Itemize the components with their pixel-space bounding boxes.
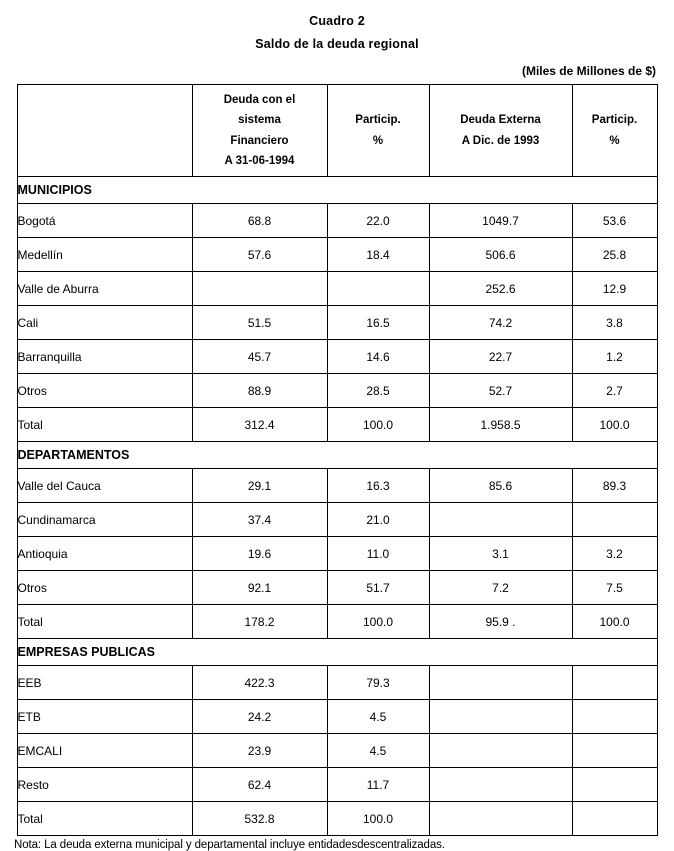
cell-participacion-1: 11.7: [327, 768, 429, 802]
header-deuda-externa: [429, 85, 572, 177]
table-note: Nota: La deuda externa municipal y departamental incluye entidadesdescentralizadas.: [14, 839, 445, 851]
header-line-4: A 31-06-1994: [224, 154, 295, 167]
cell-participacion-2: [572, 768, 657, 802]
cell-participacion-2: [572, 700, 657, 734]
cell-deuda-sistema-financiero: 178.2: [192, 605, 327, 639]
cell-participacion-1: 28.5: [327, 374, 429, 408]
table-row: [17, 503, 657, 537]
cell-deuda-externa: 22.7: [429, 340, 572, 374]
table-section-label: DEPARTAMENTOS: [17, 442, 657, 469]
table-row: [17, 605, 657, 639]
cell-deuda-sistema-financiero: 68.8: [192, 204, 327, 238]
table-row: [17, 408, 657, 442]
cell-participacion-1: 4.5: [327, 734, 429, 768]
cell-label: Cali: [17, 306, 192, 340]
cell-label: Cundinamarca: [17, 503, 192, 537]
cell-label: Resto: [17, 768, 192, 802]
table-row: [17, 469, 657, 503]
cell-label: Medellín: [17, 238, 192, 272]
cell-participacion-1: 11.0: [327, 537, 429, 571]
cell-deuda-externa: 3.1: [429, 537, 572, 571]
cell-participacion-1: 18.4: [327, 238, 429, 272]
cell-participacion-2: 7.5: [572, 571, 657, 605]
header-participacion-1: [327, 85, 429, 177]
cell-deuda-sistema-financiero: 29.1: [192, 469, 327, 503]
table-section-label: MUNICIPIOS: [17, 177, 657, 204]
cell-participacion-2: 100.0: [572, 605, 657, 639]
cell-participacion-2: 3.2: [572, 537, 657, 571]
header-deuda-sistema-financiero: [192, 85, 327, 177]
table-header-row: [17, 85, 657, 177]
table-row: [17, 238, 657, 272]
cell-participacion-2: 89.3: [572, 469, 657, 503]
cell-label: Total: [17, 605, 192, 639]
table-row: [17, 571, 657, 605]
header-line-1: Deuda con el: [223, 94, 296, 107]
cell-deuda-externa: 95.9 .: [429, 605, 572, 639]
cell-deuda-sistema-financiero: 62.4: [192, 768, 327, 802]
cell-deuda-externa: [429, 503, 572, 537]
cell-deuda-sistema-financiero: 37.4: [192, 503, 327, 537]
table-row: [17, 734, 657, 768]
cell-deuda-sistema-financiero: 24.2: [192, 700, 327, 734]
debt-table: [17, 84, 658, 836]
cell-deuda-sistema-financiero: 45.7: [192, 340, 327, 374]
cell-deuda-sistema-financiero: 57.6: [192, 238, 327, 272]
table-section-row: [17, 442, 657, 469]
cell-label: Otros: [17, 374, 192, 408]
table-section-row: [17, 639, 657, 666]
cell-deuda-externa: 1049.7: [429, 204, 572, 238]
table-row: [17, 272, 657, 306]
cell-deuda-externa: [429, 700, 572, 734]
table-row: [17, 340, 657, 374]
cell-participacion-2: 25.8: [572, 238, 657, 272]
cell-participacion-2: 3.8: [572, 306, 657, 340]
cell-deuda-sistema-financiero: 422.3: [192, 666, 327, 700]
cell-participacion-1: 16.3: [327, 469, 429, 503]
units-label: (Miles de Millones de $): [521, 64, 656, 78]
header-line-1: Particip.: [591, 114, 638, 127]
table-row: [17, 768, 657, 802]
cell-participacion-2: 2.7: [572, 374, 657, 408]
table-body: [17, 177, 657, 836]
cell-participacion-1: 100.0: [327, 605, 429, 639]
cell-deuda-externa: 85.6: [429, 469, 572, 503]
header-line-2: sistema: [238, 114, 281, 127]
table-row: [17, 802, 657, 836]
header-line-2: %: [372, 134, 384, 147]
cell-deuda-externa: 52.7: [429, 374, 572, 408]
cell-participacion-2: 100.0: [572, 408, 657, 442]
cell-participacion-1: 21.0: [327, 503, 429, 537]
cell-participacion-1: 16.5: [327, 306, 429, 340]
cell-deuda-externa: [429, 666, 572, 700]
cell-participacion-2: [572, 734, 657, 768]
page-title: Cuadro 2: [309, 14, 365, 28]
cell-label: Valle de Aburra: [17, 272, 192, 306]
cell-participacion-1: 100.0: [327, 408, 429, 442]
cell-participacion-1: 79.3: [327, 666, 429, 700]
header-line-1: Deuda Externa: [460, 114, 541, 127]
cell-deuda-sistema-financiero: 532.8: [192, 802, 327, 836]
title-block: [0, 0, 674, 51]
header-participacion-2: [572, 85, 657, 177]
cell-label: Bogotá: [17, 204, 192, 238]
cell-participacion-1: 14.6: [327, 340, 429, 374]
table-row: [17, 666, 657, 700]
cell-participacion-1: 51.7: [327, 571, 429, 605]
table-section-row: [17, 177, 657, 204]
cell-participacion-1: 22.0: [327, 204, 429, 238]
cell-deuda-externa: 1.958.5: [429, 408, 572, 442]
header-line-1: Particip.: [355, 114, 401, 127]
table-row: [17, 204, 657, 238]
header-blank: [17, 85, 192, 177]
table-row: [17, 374, 657, 408]
cell-deuda-externa: [429, 768, 572, 802]
cell-participacion-2: [572, 802, 657, 836]
cell-deuda-sistema-financiero: 23.9: [192, 734, 327, 768]
cell-label: Otros: [17, 571, 192, 605]
header-line-2: A Dic. de 1993: [461, 134, 540, 147]
table-header: [17, 85, 657, 177]
cell-deuda-sistema-financiero: 88.9: [192, 374, 327, 408]
cell-participacion-2: [572, 666, 657, 700]
table-row: [17, 700, 657, 734]
page-subtitle: Saldo de la deuda regional: [255, 37, 419, 51]
cell-label: Total: [17, 408, 192, 442]
cell-deuda-externa: 252.6: [429, 272, 572, 306]
cell-deuda-externa: 74.2: [429, 306, 572, 340]
table-row: [17, 306, 657, 340]
cell-deuda-sistema-financiero: 19.6: [192, 537, 327, 571]
cell-deuda-sistema-financiero: [192, 272, 327, 306]
cell-label: EMCALI: [17, 734, 192, 768]
cell-deuda-externa: 7.2: [429, 571, 572, 605]
cell-label: ETB: [17, 700, 192, 734]
cell-deuda-externa: 506.6: [429, 238, 572, 272]
cell-participacion-2: [572, 503, 657, 537]
cell-participacion-1: 100.0: [327, 802, 429, 836]
table-section-label: EMPRESAS PUBLICAS: [17, 639, 657, 666]
cell-deuda-sistema-financiero: 312.4: [192, 408, 327, 442]
cell-deuda-externa: [429, 734, 572, 768]
cell-participacion-2: 12.9: [572, 272, 657, 306]
cell-deuda-sistema-financiero: 51.5: [192, 306, 327, 340]
cell-participacion-2: 53.6: [572, 204, 657, 238]
header-line-3: Financiero: [230, 134, 289, 147]
cell-label: Barranquilla: [17, 340, 192, 374]
cell-participacion-1: [327, 272, 429, 306]
cell-label: Total: [17, 802, 192, 836]
cell-label: EEB: [17, 666, 192, 700]
cell-deuda-sistema-financiero: 92.1: [192, 571, 327, 605]
header-line-2: %: [609, 134, 620, 147]
cell-participacion-1: 4.5: [327, 700, 429, 734]
cell-label: Antioquia: [17, 537, 192, 571]
cell-participacion-2: 1.2: [572, 340, 657, 374]
cell-label: Valle del Cauca: [17, 469, 192, 503]
table-row: [17, 537, 657, 571]
cell-deuda-externa: [429, 802, 572, 836]
